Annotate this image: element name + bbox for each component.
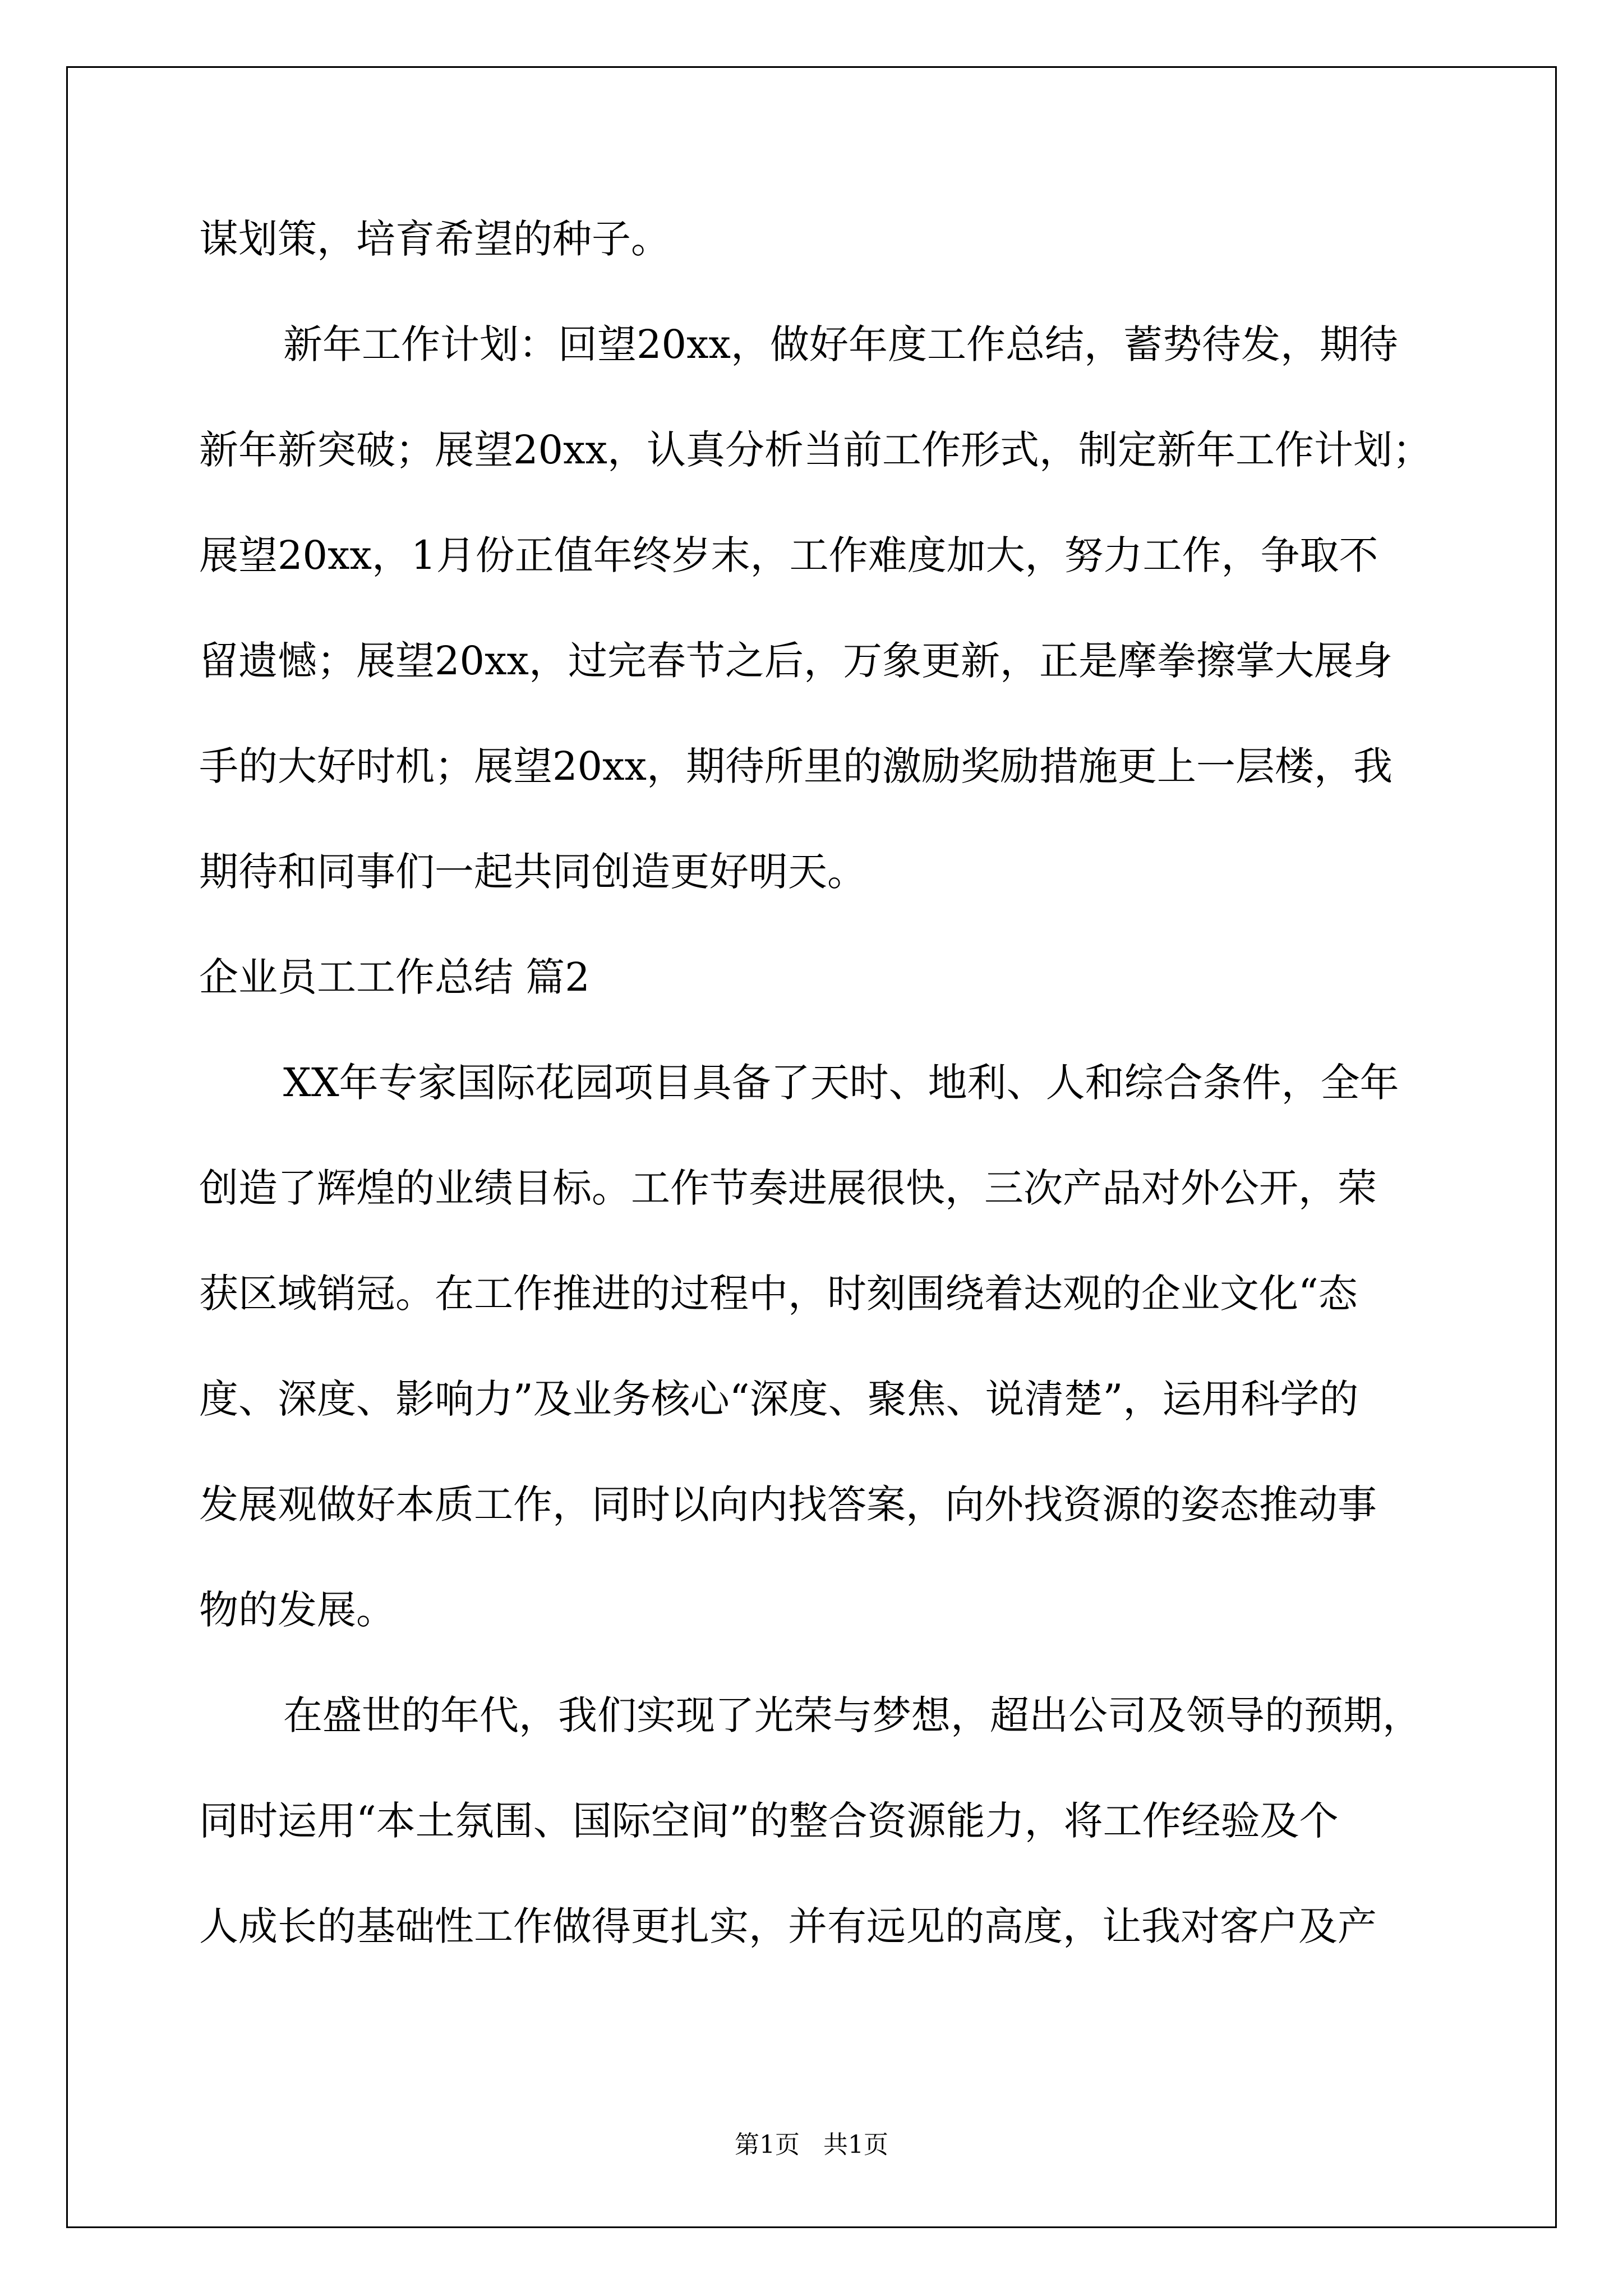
text-line: 发展观做好本质工作，同时以向内找答案，向外找资源的姿态推动事 <box>199 1481 1377 1527</box>
text-line: 物的发展。 <box>199 1587 395 1633</box>
text-line: 谋划策，培育希望的种子。 <box>199 216 670 262</box>
text-line: 留遗憾；展望20xx，过完春节之后，万象更新，正是摩拳擦掌大展身 <box>199 638 1393 684</box>
paragraph-first-line: 新年工作计划：回望20xx，做好年度工作总结，蓄势待发，期待 <box>283 321 1399 367</box>
paragraph-first-line: XX年专家国际花园项目具备了天时、地利、人和综合条件，全年 <box>283 1060 1399 1106</box>
text-line: 期待和同事们一起共同创造更好明天。 <box>199 849 866 895</box>
page-number-footer: 第1页 共1页 <box>735 2131 888 2159</box>
text-line: 手的大好时机；展望20xx，期待所里的激励奖励措施更上一层楼，我 <box>199 743 1393 789</box>
text-line: 度、深度、影响力”及业务核心“深度、聚焦、说清楚”，运用科学的 <box>199 1376 1359 1422</box>
section-heading: 企业员工工作总结 篇2 <box>199 954 590 1000</box>
text-line: 展望20xx，1月份正值年终岁末，工作难度加大，努力工作，争取不 <box>199 532 1378 578</box>
text-line: 新年新突破；展望20xx，认真分析当前工作形式，制定新年工作计划； <box>199 427 1432 473</box>
text-line: 获区域销冠。在工作推进的过程中，时刻围绕着达观的企业文化“态 <box>199 1271 1358 1317</box>
text-line: 创造了辉煌的业绩目标。工作节奏进展很快，三次产品对外公开，荣 <box>199 1165 1377 1211</box>
text-line: 人成长的基础性工作做得更扎实，并有远见的高度，让我对客户及产 <box>199 1903 1377 1949</box>
text-line: 同时运用“本土氛围、国际空间”的整合资源能力，将工作经验及个 <box>199 1798 1339 1844</box>
paragraph-first-line: 在盛世的年代，我们实现了光荣与梦想，超出公司及领导的预期， <box>283 1692 1422 1738</box>
